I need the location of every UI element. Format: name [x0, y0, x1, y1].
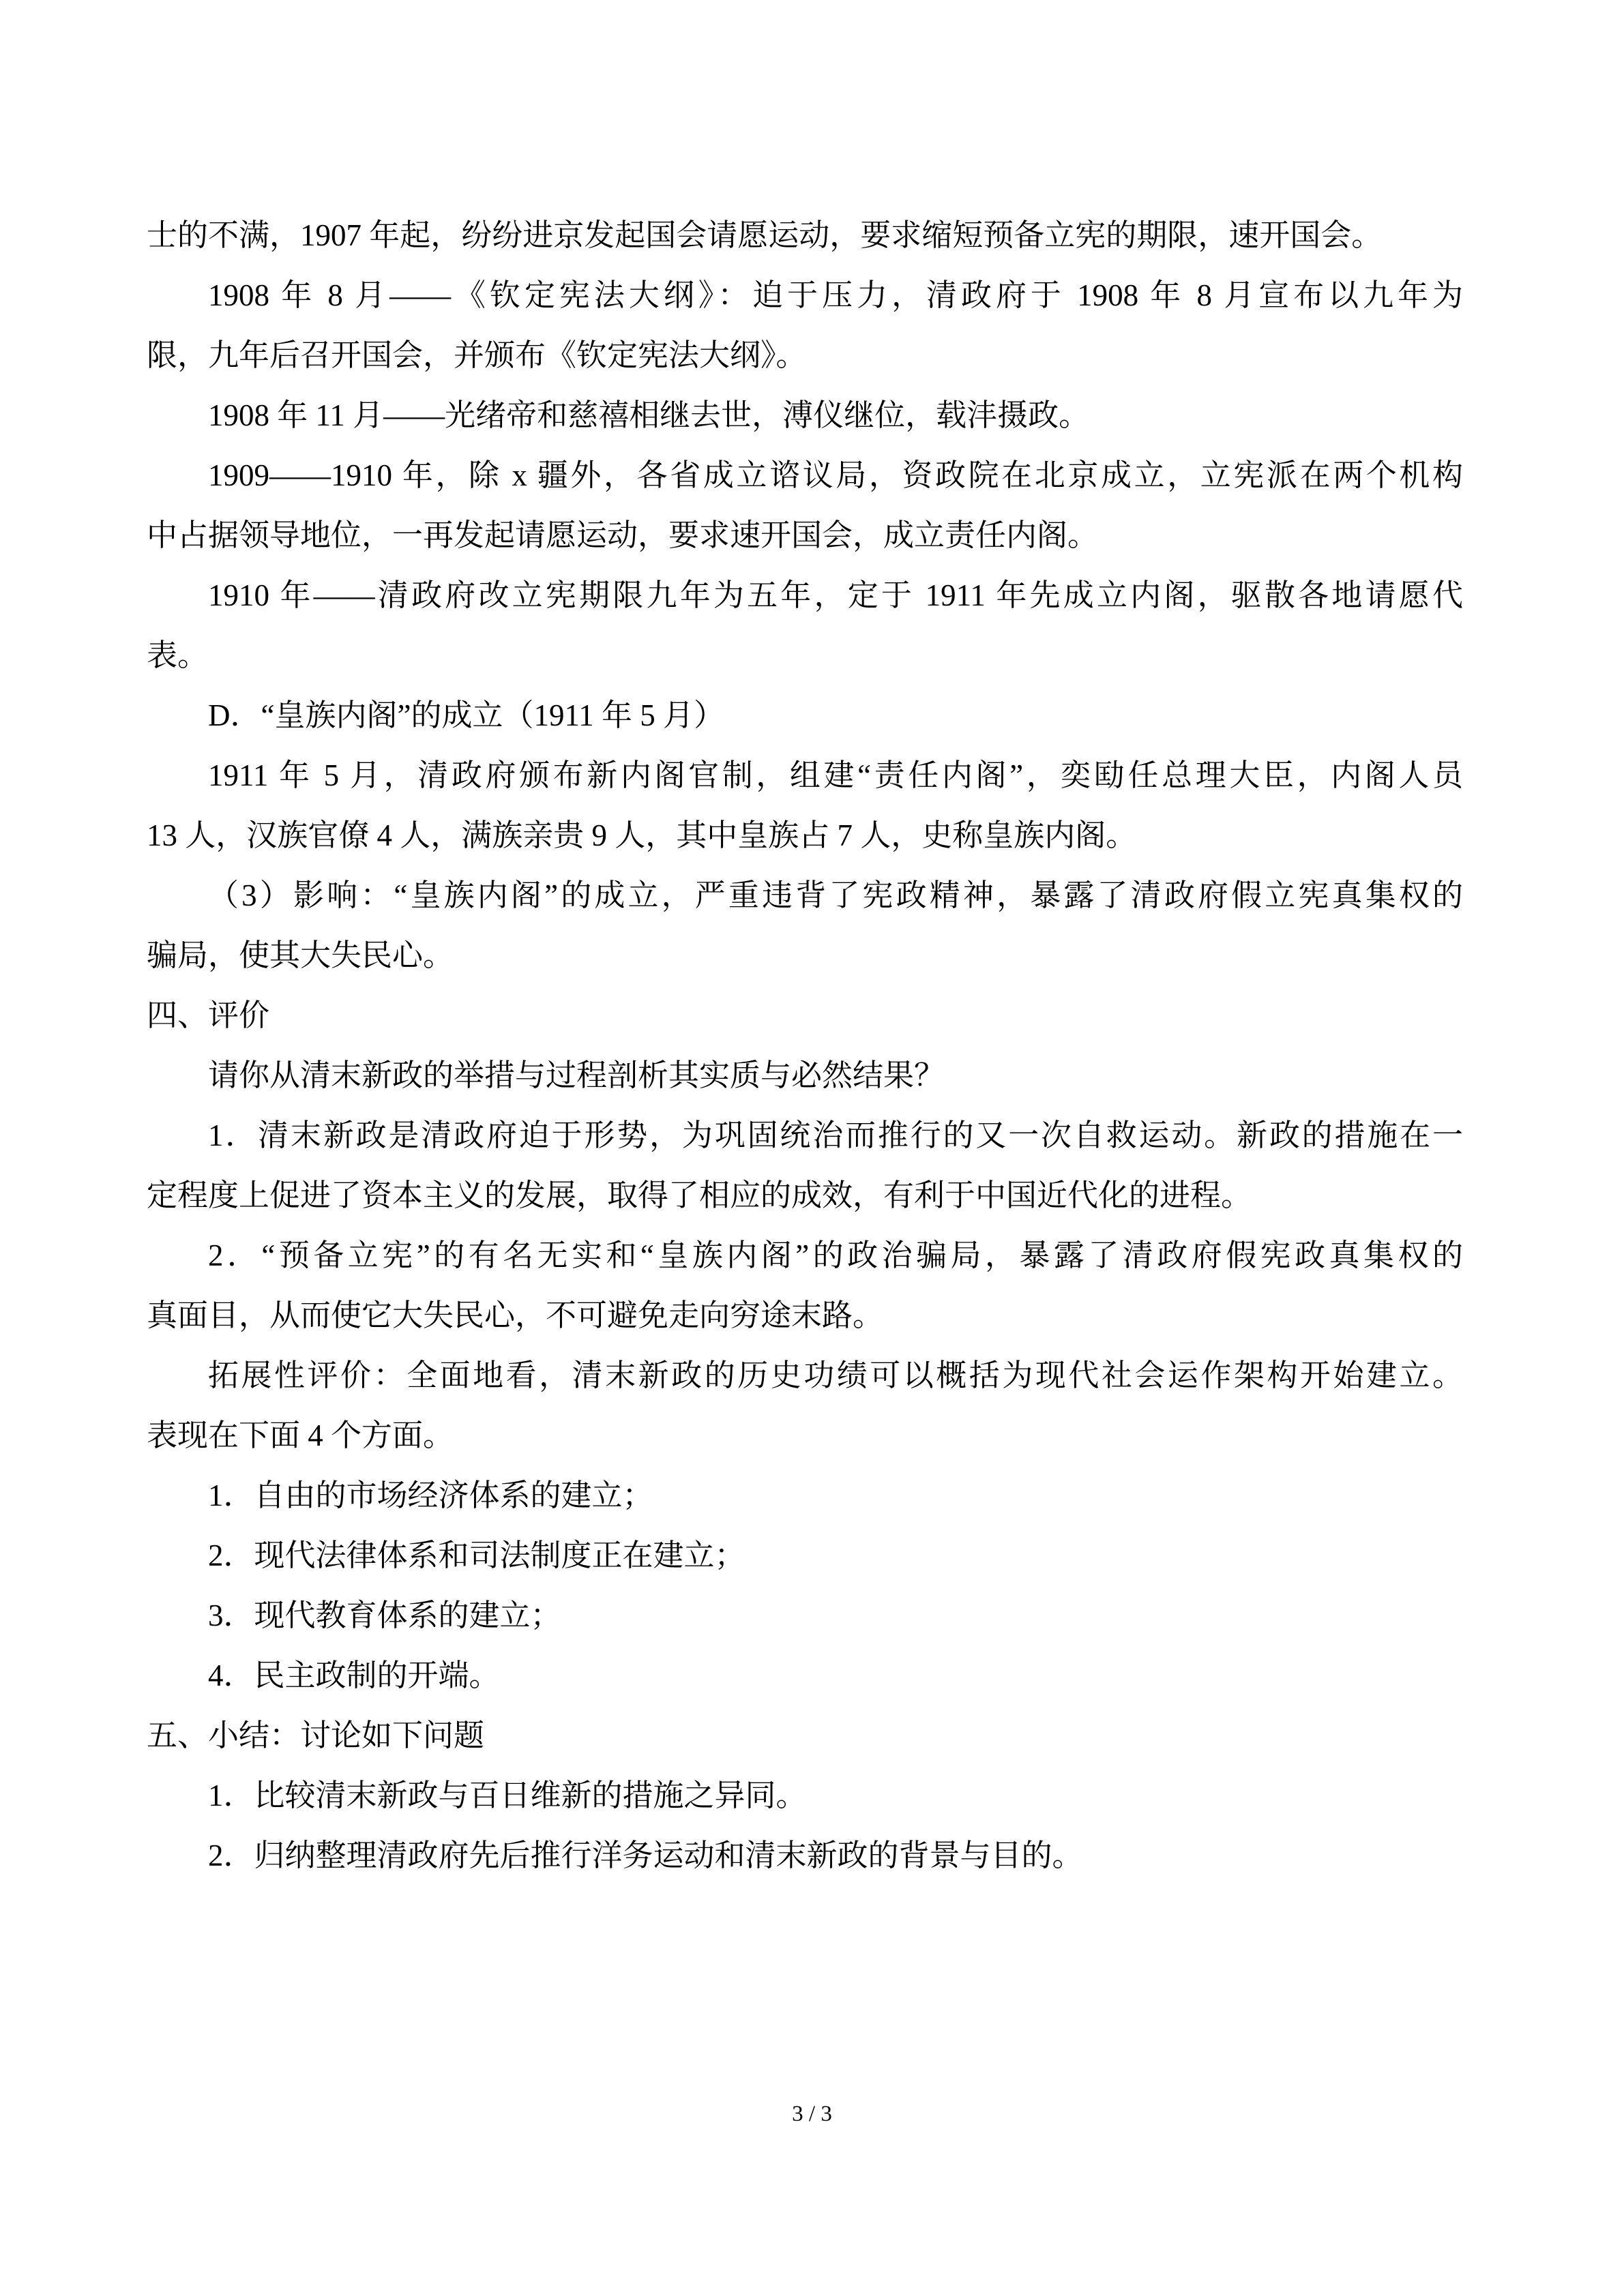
text-line: 1910 年——清政府改立宪期限九年为五年，定于 1911 年先成立内阁，驱散各地请愿代	[208, 578, 1463, 612]
document-body	[147, 205, 1463, 1885]
text-line: 真面目，从而使它大失民心，不可避免走向穷途末路。	[147, 1298, 884, 1332]
text-line: 1．自由的市场经济体系的建立；	[208, 1478, 653, 1512]
text-line: 3．现代教育体系的建立；	[208, 1598, 561, 1632]
text-line: 1908 年 8 月——《钦定宪法大纲》：迫于压力，清政府于 1908 年 8 月宣布以九年为	[208, 278, 1463, 312]
page-number: 3 / 3	[792, 2102, 832, 2126]
text-line: 4．民主政制的开端。	[208, 1658, 500, 1693]
text-line: 定程度上促进了资本主义的发展，取得了相应的成效，有利于中国近代化的进程。	[147, 1178, 1252, 1212]
text-line: 13 人，汉族官僚 4 人，满族亲贵 9 人，其中皇族占 7 人，史称皇族内阁。	[147, 818, 1137, 852]
text-line: 1908 年 11 月——光绪帝和慈禧相继去世，溥仪继位，载沣摄政。	[208, 398, 1090, 432]
page-footer	[0, 2099, 1624, 2129]
text-line: 1909——1910 年，除 x 疆外，各省成立谘议局，资政院在北京成立，立宪派在两个机构	[208, 458, 1463, 492]
text-line: 士的不满，1907 年起，纷纷进京发起国会请愿运动，要求缩短预备立宪的期限，速开国会。	[147, 218, 1383, 252]
text-line: 请你从清末新政的举措与过程剖析其实质与必然结果？	[208, 1058, 945, 1092]
text-line: 1．清末新政是清政府迫于形势，为巩固统治而推行的又一次自救运动。新政的措施在一	[208, 1118, 1463, 1152]
text-line: 2．归纳整理清政府先后推行洋务运动和清末新政的背景与目的。	[208, 1838, 1083, 1873]
text-line: 2．现代法律体系和司法制度正在建立；	[208, 1538, 745, 1572]
text-line: 中占据领导地位，一再发起请愿运动，要求速开国会，成立责任内阁。	[147, 518, 1099, 552]
text-line: 五、小结：讨论如下问题	[147, 1718, 485, 1753]
text-line: 拓展性评价：全面地看，清末新政的历史功绩可以概括为现代社会运作架构开始建立。	[208, 1358, 1463, 1392]
text-line: 1911 年 5 月，清政府颁布新内阁官制，组建“责任内阁”，奕劻任总理大臣，内阁人员	[208, 758, 1463, 792]
text-line: （3）影响：“皇族内阁”的成立，严重违背了宪政精神，暴露了清政府假立宪真集权的	[208, 878, 1463, 912]
text-line: 骗局，使其大失民心。	[147, 938, 454, 972]
text-line: 四、评价	[147, 998, 270, 1032]
text-line: 表。	[147, 638, 209, 672]
text-line: 2．“预备立宪”的有名无实和“皇族内阁”的政治骗局，暴露了清政府假宪政真集权的	[208, 1238, 1463, 1272]
text-line: 表现在下面 4 个方面。	[147, 1418, 454, 1452]
text-line: 限，九年后召开国会，并颁布《钦定宪法大纲》。	[147, 338, 807, 372]
text-line: 1．比较清末新政与百日维新的措施之异同。	[208, 1778, 807, 1813]
text-line: D．“皇族内阁”的成立（1911 年 5 月）	[208, 698, 725, 732]
